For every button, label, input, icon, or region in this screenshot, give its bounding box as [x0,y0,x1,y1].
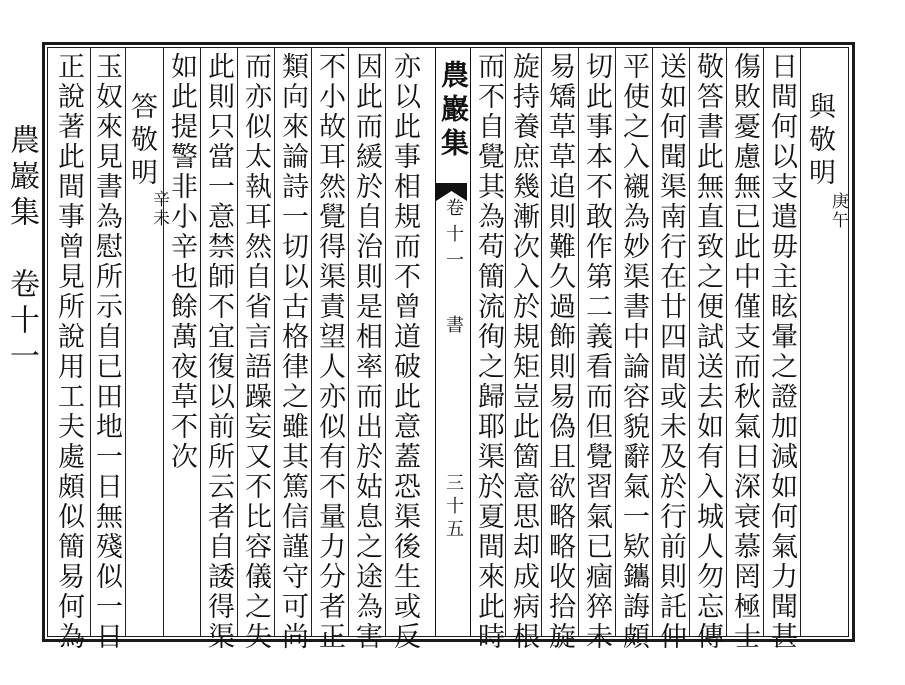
text-column: 如此提警非小辛也餘萬夜草不次 [166,52,197,472]
text-column: 玉奴來見書為慰所示自已田地一日無殘似一日 [91,52,122,652]
left-column-rule [385,48,386,636]
text-column: 敬答書此無直致之便試送去如有入城人勿忘傳 [692,52,723,652]
left-column-rule [163,48,164,636]
right-column-rule [541,48,542,636]
center-volume: 卷十一 [443,198,464,276]
text-column: 日間何以支遣毋主眩暈之證加減如何氣力聞甚 [766,52,797,652]
right-column-rule [763,48,764,636]
center-section: 書 [443,315,464,341]
text-column: 而亦似太執耳然自省言語躁妄又不比容儀之失 [240,52,271,652]
right-column-rule [726,48,727,636]
text-column: 亦以此事相規而不曾道破此意蓋恐渠後生或反 [389,52,420,652]
right-column-rule [800,48,801,636]
text-column: 不小故耳然覺得渠責望人亦似有不量力分者正 [314,52,345,652]
text-column: 因此而緩於自治則是相率而出於姑息之途為害 [351,52,382,652]
letter-date: 庚午 [828,192,848,230]
center-divider-right [470,48,471,636]
letter-date: 辛未 [149,190,169,228]
letter-heading: 與敬明 [804,92,835,191]
text-column: 類向來論詩一切以古格律之雖其篤信謹守可尚 [277,52,308,652]
text-column: 正說著此間事曾見所說用工夫處頗似簡易何為 [53,52,84,652]
center-divider-left [435,48,436,636]
left-column-rule [274,48,275,636]
right-column-rule [689,48,690,636]
right-column-rule [615,48,616,636]
text-column: 送如何聞渠南行在廿四間或未及於行前則託仲 [655,52,686,652]
text-column: 旋持養庶幾漸次入於規矩豈此箇意思却成病根 [508,52,539,652]
center-page-number: 三十五 [443,473,464,542]
center-book-title: 農巖集 [437,60,470,162]
left-column-rule [348,48,349,636]
outer-margin-title: 農巖集 卷十一 [4,124,39,376]
text-column: 而不自覺其為苟簡流徇之歸耶渠於夏間來此時 [473,52,504,652]
letter-heading: 答敬明 [126,92,157,191]
text-column: 易矯草草追則難久過飾則易偽且欲略略收拾旋 [544,52,575,652]
text-column: 平使之入襯為妙渠書中論容貌辭氣一欵鑴誨頗 [618,52,649,652]
left-column-rule [200,48,201,636]
right-column-rule [578,48,579,636]
left-column-rule [311,48,312,636]
right-column-rule [505,48,506,636]
left-column-rule [237,48,238,636]
right-column-rule [652,48,653,636]
text-column: 切此事本不敢作第二義看而但覺習氣已痼猝未 [581,52,612,652]
text-column: 傷敗憂慮無已此中僅支而秋氣日深衰慕罔極士 [729,52,760,652]
text-column: 此則只當一意禁師不宜復以前所云者自諉得渠 [203,52,234,652]
